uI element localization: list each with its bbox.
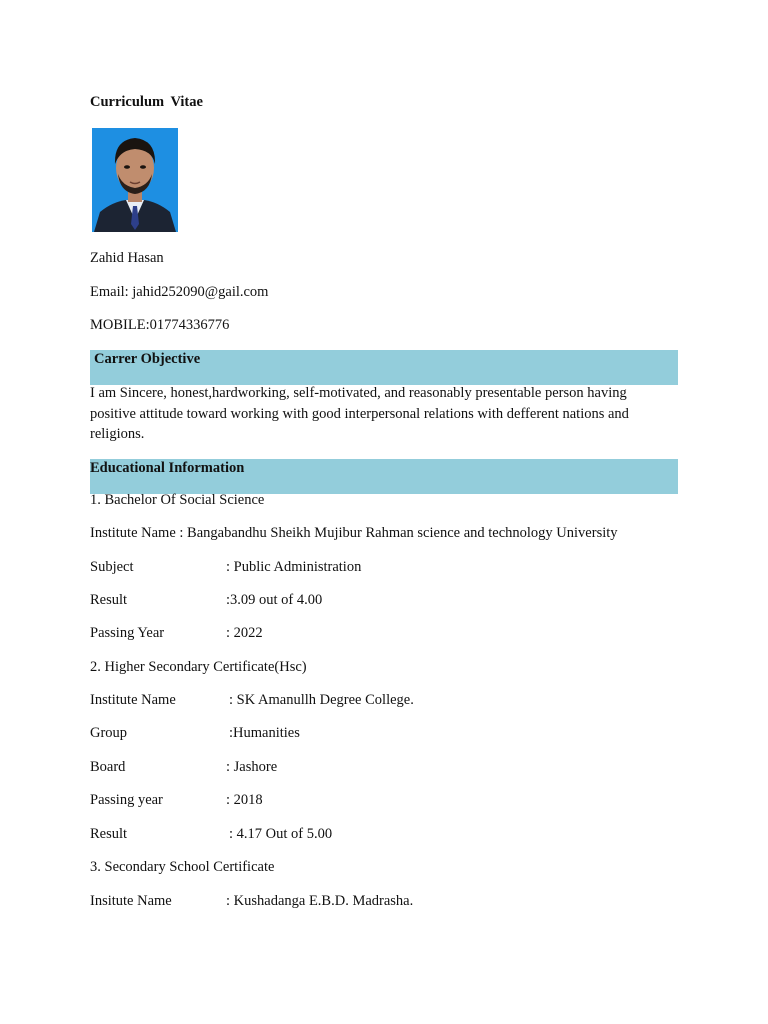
email-text: Email: jahid252090@gail.com [90, 284, 269, 300]
degree1-subject-value: : Public Administration [226, 559, 362, 575]
person-portrait-icon [92, 128, 178, 232]
education-heading: Educational Information [90, 460, 245, 476]
degree1-year-label: Passing Year [90, 625, 165, 641]
degree2-year-label: Passing year [90, 792, 163, 808]
degree3-institute-label: Insitute Name [90, 893, 172, 909]
degree1-subject-label: Subject [90, 559, 134, 575]
degree1-year-value: : 2022 [226, 625, 263, 641]
document-title: Curriculum Vitae [90, 94, 203, 110]
degree2-title: 2. Higher Secondary Certificate(Hsc) [90, 659, 307, 675]
degree2-group-value: :Humanities [229, 725, 300, 741]
degree2-year-value: : 2018 [226, 792, 263, 808]
degree2-result-value: : 4.17 Out of 5.00 [229, 826, 333, 842]
mobile-text: MOBILE:01774336776 [90, 317, 230, 333]
degree1-result-label: Result [90, 592, 128, 608]
objective-heading: Carrer Objective [94, 351, 201, 367]
degree1-title: 1. Bachelor Of Social Science [90, 492, 265, 508]
profile-photo [92, 128, 178, 232]
degree3-title: 3. Secondary School Certificate [90, 859, 275, 875]
degree2-institute-value: : SK Amanullh Degree College. [229, 692, 414, 708]
degree1-institute: Institute Name : Bangabandhu Sheikh Mujibur Rahman science and technology University [90, 525, 618, 541]
degree2-board-label: Board [90, 759, 126, 775]
degree2-group-label: Group [90, 725, 128, 741]
degree2-institute-label: Institute Name [90, 692, 176, 708]
objective-text: I am Sincere, honest,hardworking, self-motivated, and reasonably presentable person having positive attitude toward working with good interpersonal relations with defferent nations and religions. [90, 385, 629, 442]
degree3-institute-value: : Kushadanga E.B.D. Madrasha. [226, 893, 414, 909]
degree1-result-value: :3.09 out of 4.00 [226, 592, 323, 608]
candidate-name: Zahid Hasan [90, 250, 164, 266]
degree2-board-value: : Jashore [226, 759, 278, 775]
objective-heading-bar [90, 350, 678, 385]
degree2-result-label: Result [90, 826, 128, 842]
education-heading-bar [90, 459, 678, 494]
